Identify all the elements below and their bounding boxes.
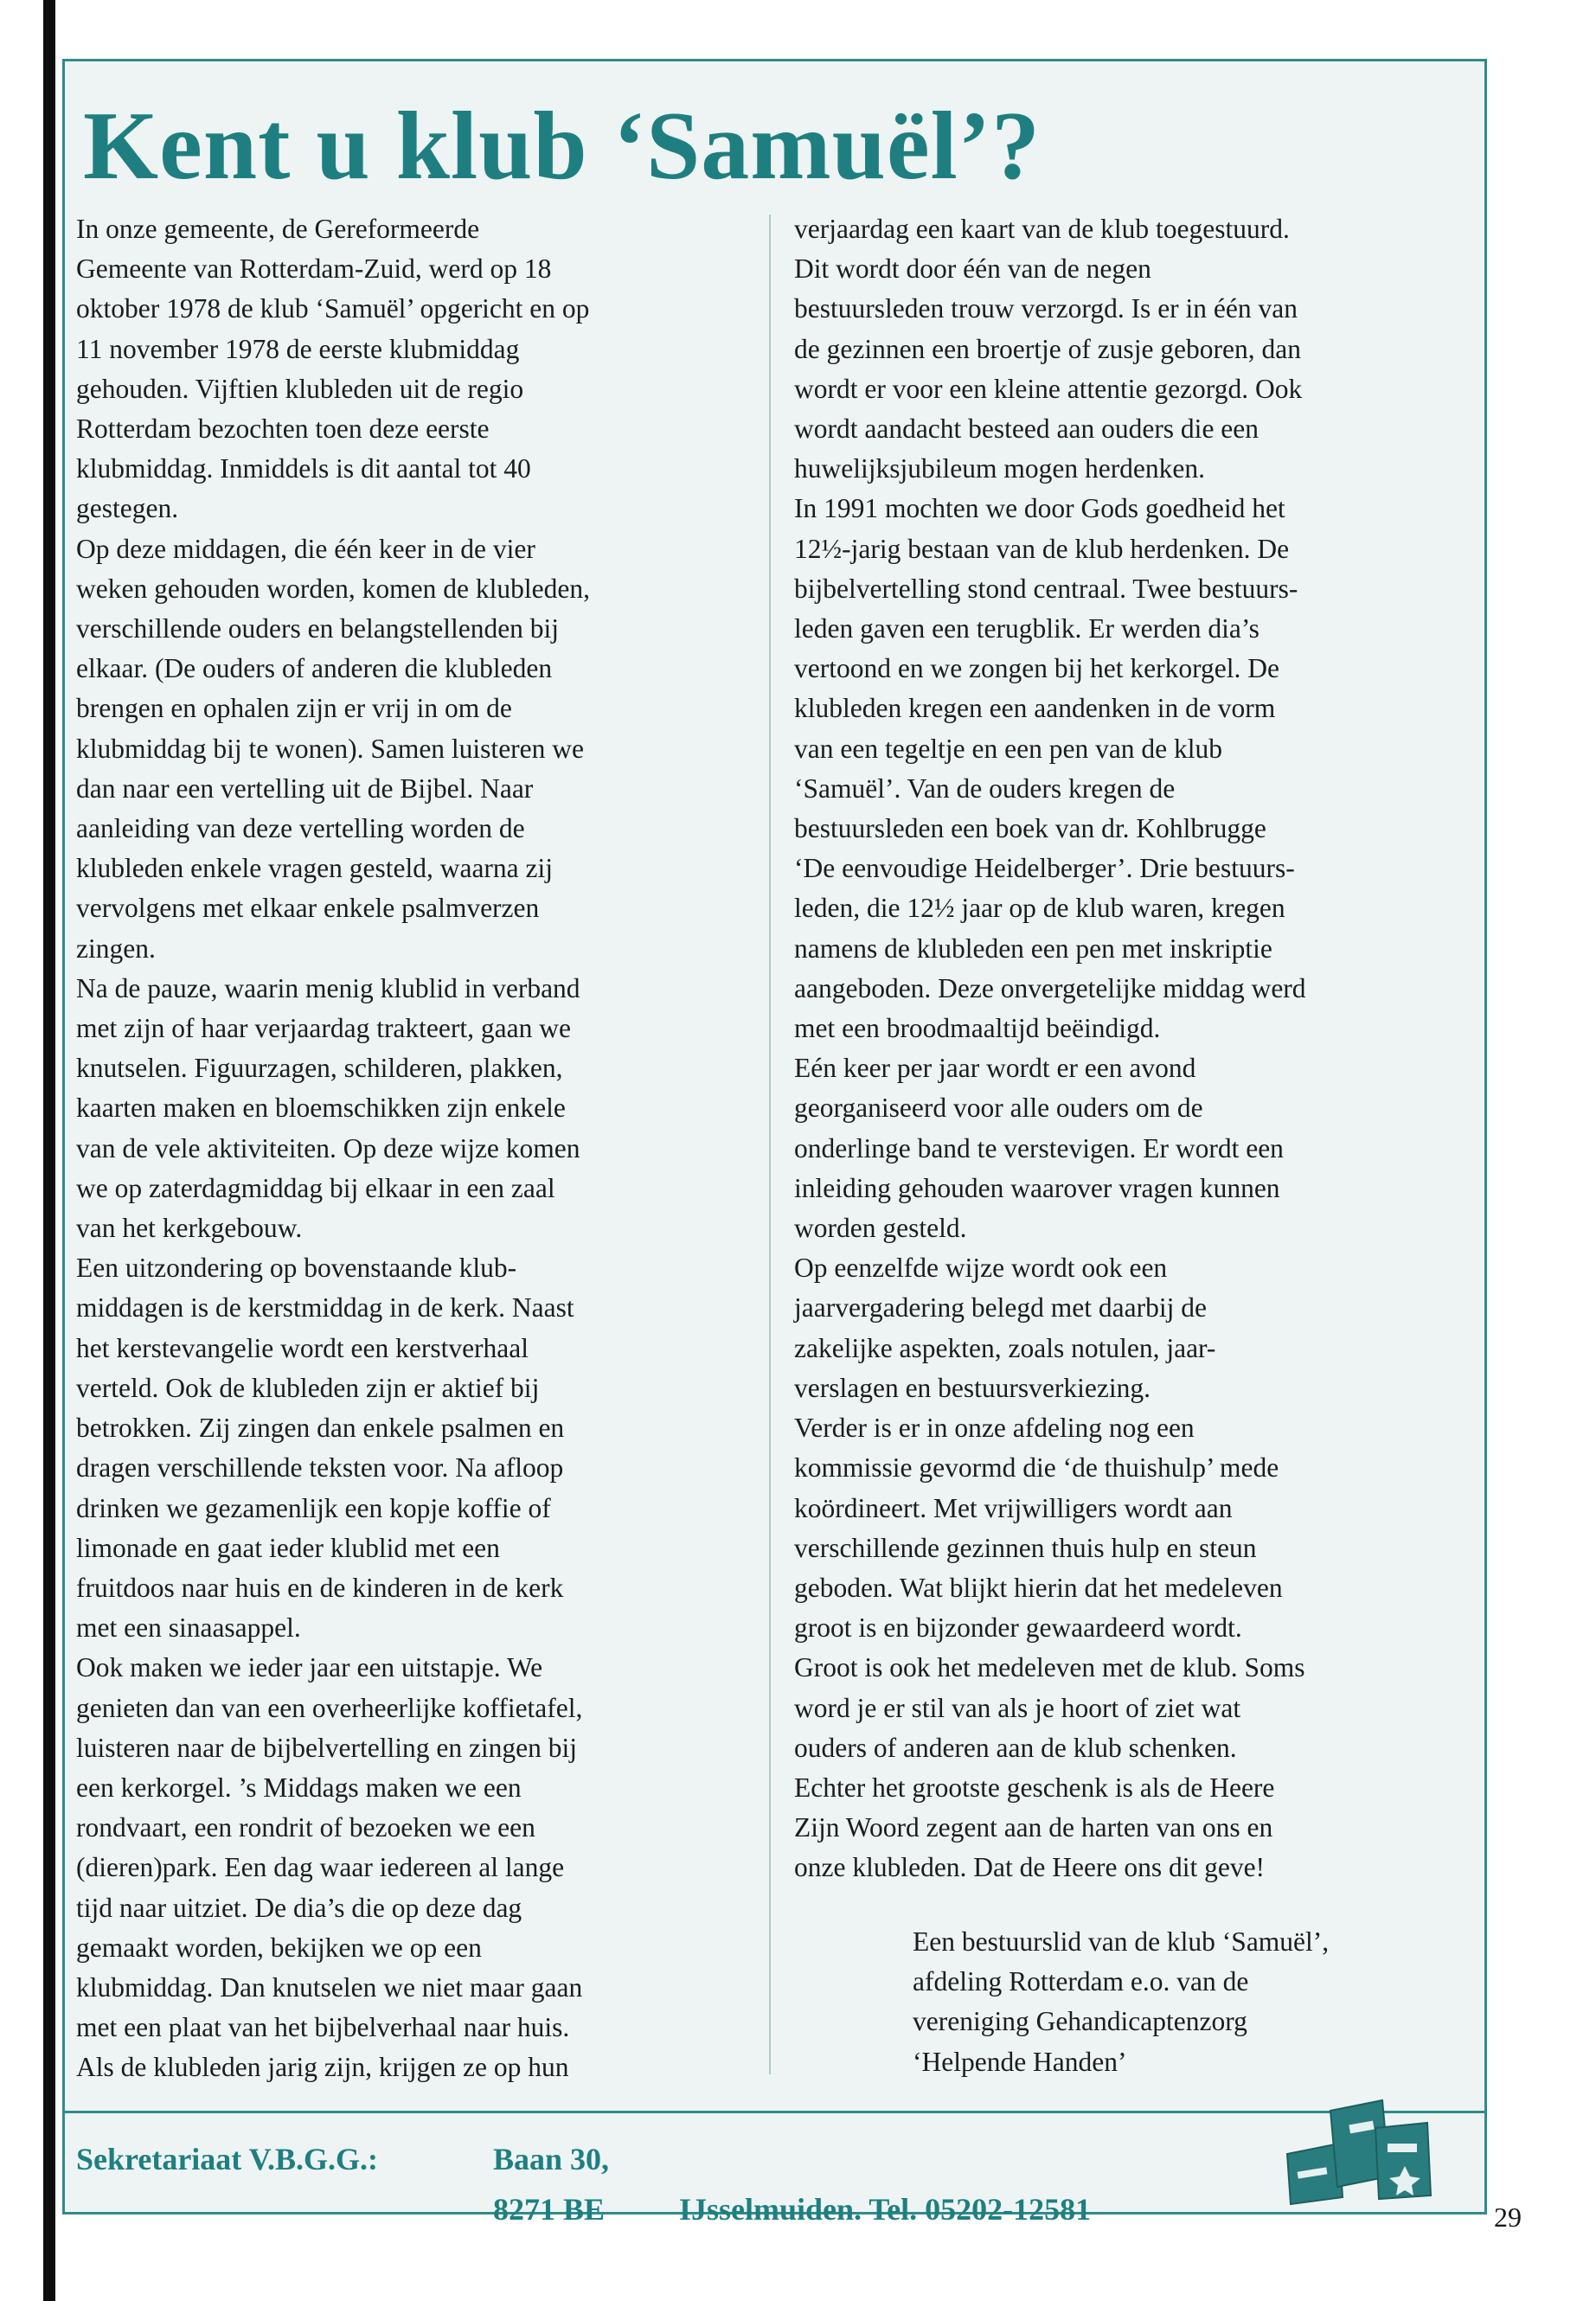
left-column-line: elkaar. (De ouders of anderen die klubleden [76, 653, 553, 684]
right-column-line: verschillende gezinnen thuis hulp en steun [794, 1532, 1257, 1563]
right-column-line: koördineert. Met vrijwilligers wordt aan [794, 1492, 1233, 1523]
left-column-line: drinken we gezamenlijk een kopje koffie of [76, 1492, 551, 1523]
footer-label: Sekretariaat V.B.G.G.: [76, 2142, 378, 2176]
left-column-line: Als de klubleden jarig zijn, krijgen ze op hun [76, 2052, 569, 2083]
left-column-line: klubmiddag. Dan knutselen we niet maar gaan [76, 1971, 583, 2003]
books-logo-icon [1279, 2093, 1439, 2211]
right-column-line: namens de klubleden een pen met inskriptie [794, 933, 1272, 964]
left-column-line: met een sinaasappel. [76, 1612, 301, 1644]
left-column-line: brengen en ophalen zijn er vrij in om de [76, 693, 512, 724]
left-column-line: tijd naar uitziet. De dia’s die op deze dag [76, 1892, 522, 1923]
left-column-line: vervolgens met elkaar enkele psalmverzen [76, 893, 540, 924]
right-column-line: huwelijksjubileum mogen herdenken. [794, 453, 1206, 484]
right-column-line: Zijn Woord zegent aan de harten van ons en [794, 1812, 1273, 1843]
right-column-line: georganiseerd voor alle ouders om de [794, 1093, 1203, 1124]
page-edge-bar [43, 0, 55, 2301]
left-column-line: Gemeente van Rotterdam-Zuid, werd op 18 [76, 253, 552, 285]
left-column-line: een kerkorgel. ’s Middags maken we een [76, 1772, 522, 1803]
right-column-line: klubleden kregen een aandenken in de vorm [794, 693, 1276, 724]
right-column-line: met een broodmaaltijd beëindigd. [794, 1013, 1161, 1044]
right-column-line: ‘De eenvoudige Heidelberger’. Drie bestuurs- [794, 853, 1295, 884]
column-divider [769, 215, 771, 2074]
left-column-line: rondvaart, een rondrit of bezoeken we een [76, 1812, 535, 1843]
left-column-line: het kerstevangelie wordt een kerstverhaal [76, 1332, 529, 1363]
right-column-line: onderlinge band te verstevigen. Er wordt een [794, 1132, 1284, 1163]
left-column-line: Rotterdam bezochten toen deze eerste [76, 413, 490, 445]
left-column-line: met een plaat van het bijbelverhaal naar huis. [76, 2012, 570, 2043]
right-column-line: leden gaven een terugblik. Er werden dia’s [794, 613, 1259, 644]
left-column-line: 11 november 1978 de eerste klubmiddag [76, 333, 520, 364]
left-column-line: (dieren)park. Een dag waar iedereen al lange [76, 1852, 565, 1883]
left-column-line: genieten dan van een overheerlijke koffietafel, [76, 1692, 583, 1723]
left-column-line: verteld. Ook de klubleden zijn er aktief bij [76, 1372, 540, 1403]
right-column-line: Echter het grootste geschenk is als de Heere [794, 1772, 1275, 1803]
right-column-line: onze klubleden. Dat de Heere ons dit geve! [794, 1852, 1266, 1883]
right-column-line: wordt aandacht besteed aan ouders die een [794, 413, 1259, 445]
left-column-line: van het kerkgebouw. [76, 1213, 303, 1244]
right-column-line: de gezinnen een broertje of zusje geboren, dan [794, 333, 1301, 364]
right-column-line: In 1991 mochten we door Gods goedheid het [794, 493, 1285, 524]
left-column-line: van de vele aktiviteiten. Op deze wijze komen [76, 1132, 580, 1163]
signature-line: Een bestuurslid van de klub ‘Samuël’, [913, 1926, 1330, 1957]
right-column-line: jaarvergadering belegd met daarbij de [794, 1292, 1207, 1324]
left-column-line: met zijn of haar verjaardag trakteert, gaan we [76, 1013, 571, 1044]
left-column-line: klubmiddag. Inmiddels is dit aantal tot 40 [76, 453, 531, 484]
right-column-line: zakelijke aspekten, zoals notulen, jaar- [794, 1332, 1216, 1363]
left-column-line: klubmiddag bij te wonen). Samen luisteren we [76, 733, 584, 764]
right-column-line: 12½-jarig bestaan van de klub herdenken. De [794, 533, 1290, 564]
left-column-line: klubleden enkele vragen gesteld, waarna zij [76, 853, 554, 884]
left-column-line: Een uitzondering op bovenstaande klub- [76, 1253, 517, 1284]
left-column-line: kaarten maken en bloemschikken zijn enkele [76, 1093, 566, 1124]
left-column-line: luisteren naar de bijbelvertelling en zingen bij [76, 1732, 578, 1763]
right-column-line: van een tegeltje en een pen van de klub [794, 733, 1223, 764]
right-column-line: Verder is er in onze afdeling nog een [794, 1413, 1195, 1444]
right-column-line: groot is en bijzonder gewaardeerd wordt. [794, 1612, 1242, 1644]
right-column-line: Eén keer per jaar wordt er een avond [794, 1053, 1196, 1084]
page-number: 29 [1494, 2202, 1522, 2233]
left-column-line: dan naar een vertelling uit de Bijbel. Naar [76, 772, 534, 804]
right-column-line: Groot is ook het medeleven met de klub. Soms [794, 1652, 1305, 1683]
signature-line: ‘Helpende Handen’ [913, 2046, 1127, 2077]
left-column-line: gestegen. [76, 493, 179, 524]
footer-postcode: 8271 BE [493, 2192, 606, 2227]
right-column-line: verslagen en bestuursverkiezing. [794, 1372, 1151, 1403]
left-column-line: middagen is de kerstmiddag in de kerk. Naast [76, 1292, 574, 1324]
signature-block [913, 1922, 1329, 2082]
right-column-line: inleiding gehouden waarover vragen kunnen [794, 1172, 1280, 1203]
signature-line: vereniging Gehandicaptenzorg [913, 2006, 1247, 2037]
right-column-line: worden gesteld. [794, 1213, 967, 1244]
left-column-line: betrokken. Zij zingen dan enkele psalmen en [76, 1413, 565, 1444]
right-column-line: bestuursleden trouw verzorgd. Is er in één van [794, 293, 1298, 324]
left-column-line: oktober 1978 de klub ‘Samuël’ opgericht en op [76, 293, 590, 324]
left-column-line: Na de pauze, waarin menig klublid in verband [76, 972, 580, 1003]
left-column-line: verschillende ouders en belangstellenden bij [76, 613, 560, 644]
right-column-line: leden, die 12½ jaar op de klub waren, kregen [794, 893, 1285, 924]
footer-rule [62, 2111, 1487, 2113]
left-column-line: dragen verschillende teksten voor. Na afloop [76, 1452, 564, 1484]
left-column-line: we op zaterdagmiddag bij elkaar in een zaal [76, 1172, 555, 1203]
signature-line: afdeling Rotterdam e.o. van de [913, 1966, 1249, 1997]
right-column-line: Op eenzelfde wijze wordt ook een [794, 1253, 1168, 1284]
right-column-line: bestuursleden een boek van dr. Kohlbrugge [794, 813, 1266, 844]
right-column-line: kommissie gevormd die ‘de thuishulp’ mede [794, 1452, 1279, 1484]
right-column [794, 209, 1477, 1888]
footer-city-phone: IJsselmuiden. Tel. 05202-12581 [679, 2192, 1092, 2227]
left-column-line: aanleiding van deze vertelling worden de [76, 813, 525, 844]
right-column-line: aangeboden. Deze onvergetelijke middag werd [794, 972, 1306, 1003]
article-title: Kent u klub ‘Samuël’? [83, 93, 1041, 200]
right-column-line: word je er stil van als je hoort of ziet wat [794, 1692, 1241, 1723]
right-column-line: wordt er voor een kleine attentie gezorgd. Ook [794, 373, 1303, 404]
left-column-line: zingen. [76, 933, 156, 964]
left-column-line: weken gehouden worden, komen de klubleden, [76, 573, 590, 604]
left-column-line: gehouden. Vijftien klubleden uit de regio [76, 373, 524, 404]
footer-street: Baan 30, [493, 2142, 610, 2176]
left-column-line: fruitdoos naar huis en de kinderen in de kerk [76, 1572, 564, 1603]
left-column-line: Op deze middagen, die één keer in de vier [76, 533, 535, 564]
right-column-line: ouders of anderen aan de klub schenken. [794, 1732, 1237, 1763]
left-column-line: gemaakt worden, bekijken we op een [76, 1932, 482, 1963]
right-column-line: vertoond en we zongen bij het kerkorgel. De [794, 653, 1279, 684]
right-column-line: Dit wordt door één van de negen [794, 253, 1151, 285]
right-column-line: bijbelvertelling stond centraal. Twee bestuurs- [794, 573, 1298, 604]
right-column-line: verjaardag een kaart van de klub toegestuurd. [794, 214, 1290, 244]
left-column-line: Ook maken we ieder jaar een uitstapje. We [76, 1652, 543, 1683]
right-column-line: ‘Samuël’. Van de ouders kregen de [794, 772, 1176, 804]
left-column [76, 209, 756, 2088]
right-column-line: geboden. Wat blijkt hierin dat het medeleven [794, 1572, 1283, 1603]
left-column-line: knutselen. Figuurzagen, schilderen, plakken, [76, 1053, 563, 1084]
left-column-line: limonade en gaat ieder klublid met een [76, 1532, 500, 1563]
left-column-line: In onze gemeente, de Gereformeerde [76, 214, 480, 244]
